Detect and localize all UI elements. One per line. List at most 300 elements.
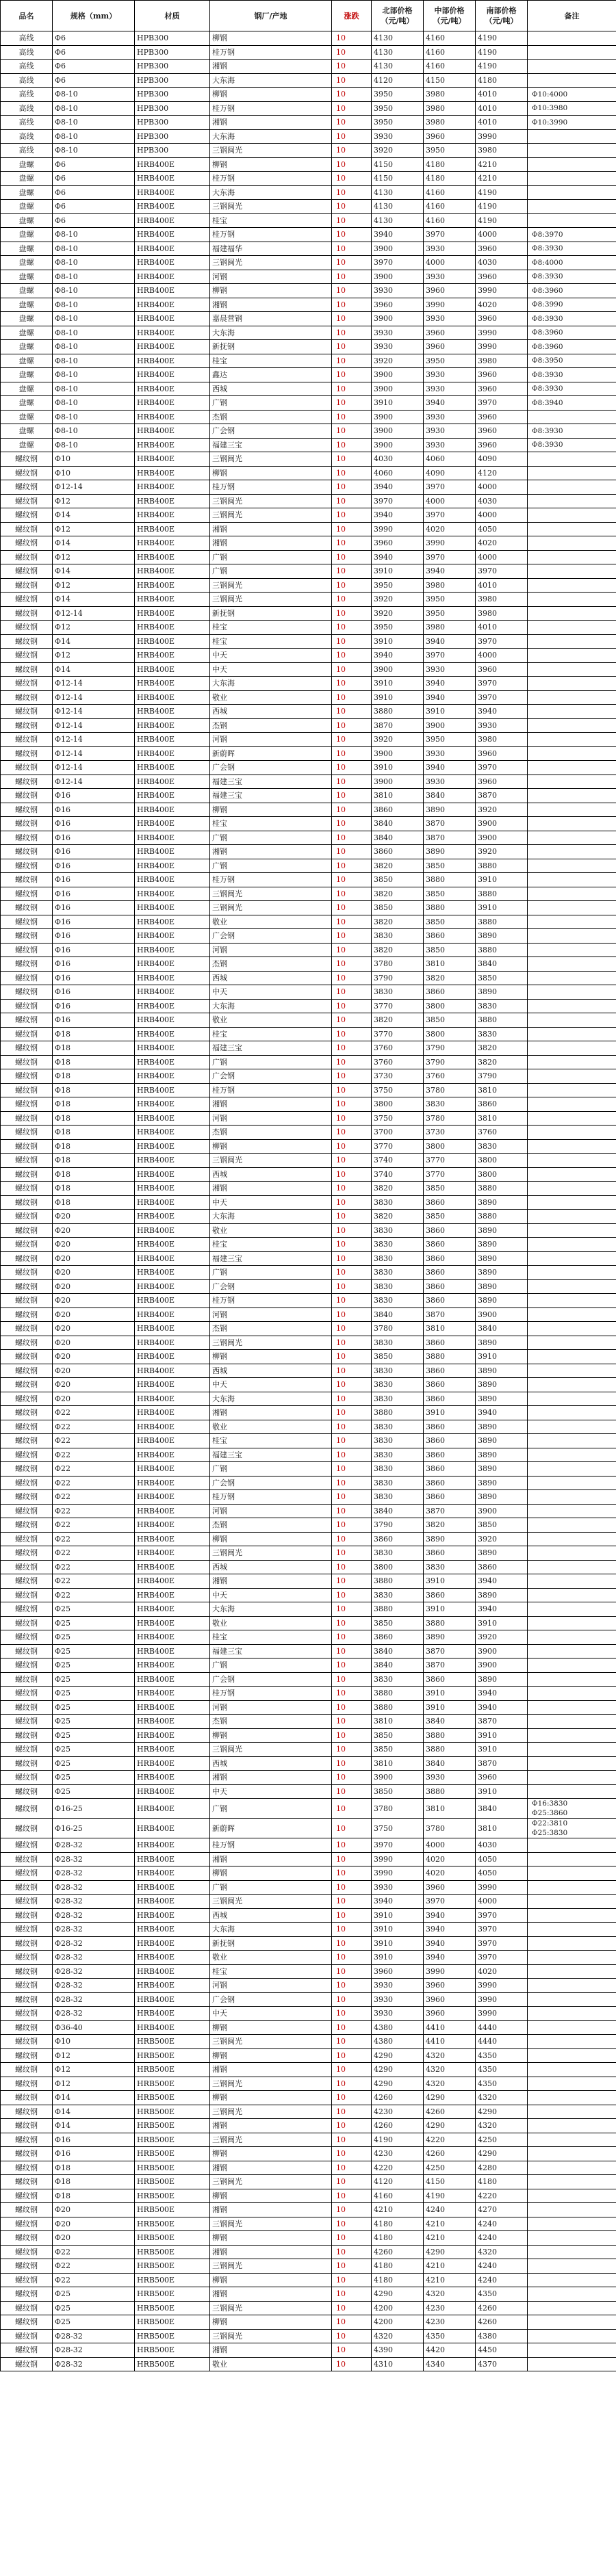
cell-central-price: 3940 <box>424 396 476 411</box>
cell-change: 10 <box>332 929 372 944</box>
table-row <box>1 859 616 873</box>
cell-central-price: 3970 <box>424 649 476 663</box>
cell-spec: Φ16 <box>53 985 135 1000</box>
cell-central-price: 3840 <box>424 1715 476 1729</box>
cell-north-price: 3830 <box>372 1378 424 1392</box>
cell-change: 10 <box>332 2189 372 2203</box>
cell-product: 螺纹钢 <box>1 593 53 607</box>
cell-change: 10 <box>332 1518 372 1533</box>
cell-south-price: 3810 <box>476 1083 528 1097</box>
cell-south-price: 3960 <box>476 662 528 677</box>
cell-south-price: 4320 <box>476 2119 528 2133</box>
cell-north-price: 3920 <box>372 144 424 158</box>
cell-material: HRB400E <box>135 1895 210 1909</box>
cell-central-price: 3860 <box>424 1336 476 1350</box>
cell-material: HRB500E <box>135 2161 210 2175</box>
cell-remark <box>528 1279 616 1294</box>
table-row <box>1 803 616 817</box>
cell-central-price: 3910 <box>424 705 476 719</box>
cell-product: 螺纹钢 <box>1 1279 53 1294</box>
cell-change: 10 <box>332 705 372 719</box>
cell-remark <box>528 733 616 747</box>
cell-mill: 西城 <box>210 1908 332 1923</box>
cell-south-price: 3890 <box>476 1238 528 1252</box>
cell-material: HRB400E <box>135 1574 210 1589</box>
cell-north-price: 3950 <box>372 621 424 635</box>
cell-mill: 湘钢 <box>210 298 332 312</box>
table-row <box>1 1294 616 1308</box>
cell-spec: Φ20 <box>53 1210 135 1224</box>
table-row <box>1 1490 616 1505</box>
cell-mill: 柳钢 <box>210 284 332 298</box>
cell-mill: 西城 <box>210 1167 332 1182</box>
cell-mill: 河钢 <box>210 943 332 957</box>
cell-product: 螺纹钢 <box>1 1238 53 1252</box>
cell-remark <box>528 1266 616 1280</box>
cell-south-price: 3890 <box>476 1588 528 1602</box>
cell-change: 10 <box>332 1195 372 1210</box>
cell-change: 10 <box>332 2231 372 2246</box>
cell-north-price: 3830 <box>372 1294 424 1308</box>
table-row <box>1 1097 616 1112</box>
cell-central-price: 4320 <box>424 2063 476 2077</box>
cell-mill: 湘钢 <box>210 2203 332 2217</box>
cell-spec: Φ12 <box>53 2048 135 2063</box>
table-row <box>1 2203 616 2217</box>
cell-mill: 大东海 <box>210 999 332 1013</box>
cell-product: 螺纹钢 <box>1 733 53 747</box>
cell-change: 10 <box>332 859 372 873</box>
cell-change: 10 <box>332 1574 372 1589</box>
cell-central-price: 3860 <box>424 1420 476 1434</box>
cell-product: 螺纹钢 <box>1 1223 53 1238</box>
table-row <box>1 971 616 985</box>
cell-mill: 柳钢 <box>210 2020 332 2035</box>
cell-material: HRB400E <box>135 621 210 635</box>
cell-remark <box>528 2273 616 2287</box>
cell-spec: Φ16 <box>53 2147 135 2161</box>
cell-remark <box>528 2315 616 2330</box>
cell-south-price: 4030 <box>476 256 528 270</box>
cell-product: 螺纹钢 <box>1 761 53 775</box>
cell-spec: Φ18 <box>53 1139 135 1154</box>
table-row <box>1 2048 616 2063</box>
cell-north-price: 3730 <box>372 1069 424 1084</box>
cell-remark <box>528 677 616 691</box>
cell-mill: 河钢 <box>210 1979 332 1993</box>
cell-remark <box>528 1771 616 1785</box>
cell-north-price: 3910 <box>372 1951 424 1965</box>
cell-product: 螺纹钢 <box>1 2329 53 2343</box>
cell-change: 10 <box>332 1964 372 1979</box>
table-row <box>1 999 616 1013</box>
cell-material: HRB400E <box>135 690 210 705</box>
cell-south-price: 4320 <box>476 2091 528 2105</box>
cell-remark <box>528 634 616 649</box>
cell-remark <box>528 1964 616 1979</box>
cell-north-price: 4180 <box>372 2259 424 2274</box>
cell-material: HRB400E <box>135 466 210 480</box>
cell-product: 螺纹钢 <box>1 887 53 901</box>
cell-change: 10 <box>332 1895 372 1909</box>
cell-mill: 湘钢 <box>210 2063 332 2077</box>
cell-product: 螺纹钢 <box>1 662 53 677</box>
cell-mill: 柳钢 <box>210 2315 332 2330</box>
cell-remark <box>528 1546 616 1561</box>
cell-spec: Φ16 <box>53 915 135 929</box>
cell-product: 螺纹钢 <box>1 1518 53 1533</box>
cell-central-price: 3950 <box>424 144 476 158</box>
cell-south-price: 4180 <box>476 73 528 88</box>
cell-spec: Φ12 <box>53 550 135 564</box>
table-row <box>1 1687 616 1701</box>
cell-north-price: 3880 <box>372 1602 424 1617</box>
cell-central-price: 4210 <box>424 2217 476 2231</box>
cell-south-price: 3890 <box>476 1462 528 1476</box>
cell-spec: Φ25 <box>53 1700 135 1715</box>
cell-south-price: 3990 <box>476 326 528 340</box>
cell-material: HRB400E <box>135 1336 210 1350</box>
cell-central-price: 3980 <box>424 578 476 593</box>
cell-south-price: 3990 <box>476 1979 528 1993</box>
cell-north-price: 3840 <box>372 1504 424 1518</box>
table-row <box>1 410 616 424</box>
cell-central-price: 4160 <box>424 213 476 228</box>
cell-north-price: 3860 <box>372 1532 424 1546</box>
cell-spec: Φ28-32 <box>53 1866 135 1881</box>
cell-south-price: 3900 <box>476 817 528 831</box>
cell-mill: 新蔚晖 <box>210 746 332 761</box>
table-row <box>1 831 616 845</box>
cell-central-price: 3780 <box>424 1111 476 1126</box>
cell-central-price: 4160 <box>424 31 476 46</box>
cell-product: 螺纹钢 <box>1 999 53 1013</box>
cell-change: 10 <box>332 2048 372 2063</box>
cell-remark <box>528 1139 616 1154</box>
cell-mill: 三钢闽光 <box>210 1154 332 1168</box>
cell-change: 10 <box>332 2091 372 2105</box>
cell-central-price: 3930 <box>424 270 476 284</box>
cell-central-price: 3890 <box>424 803 476 817</box>
cell-south-price: 4030 <box>476 1838 528 1853</box>
cell-product: 螺纹钢 <box>1 915 53 929</box>
cell-change: 10 <box>332 60 372 74</box>
cell-south-price: 4020 <box>476 536 528 551</box>
cell-product: 螺纹钢 <box>1 1167 53 1182</box>
cell-material: HRB400E <box>135 536 210 551</box>
cell-central-price: 4410 <box>424 2035 476 2049</box>
cell-change: 10 <box>332 831 372 845</box>
cell-north-price: 3880 <box>372 1700 424 1715</box>
table-row <box>1 606 616 621</box>
cell-change: 10 <box>332 606 372 621</box>
cell-spec: Φ18 <box>53 2161 135 2175</box>
cell-product: 螺纹钢 <box>1 2245 53 2259</box>
cell-south-price: 4010 <box>476 578 528 593</box>
cell-spec: Φ22 <box>53 1476 135 1490</box>
cell-mill: 桂万钢 <box>210 1838 332 1853</box>
cell-mill: 桂万钢 <box>210 1083 332 1097</box>
cell-south-price: 3900 <box>476 1307 528 1322</box>
cell-remark: Φ8:3960 <box>528 326 616 340</box>
cell-south-price: 3970 <box>476 1923 528 1937</box>
cell-north-price: 3830 <box>372 1672 424 1687</box>
cell-mill: 新蔚晖 <box>210 1819 332 1838</box>
cell-product: 螺纹钢 <box>1 803 53 817</box>
cell-spec: Φ20 <box>53 1364 135 1378</box>
cell-change: 10 <box>332 634 372 649</box>
cell-mill: 三钢闽光 <box>210 2077 332 2091</box>
cell-spec: Φ22 <box>53 1462 135 1476</box>
cell-north-price: 4290 <box>372 2287 424 2302</box>
cell-remark <box>528 508 616 523</box>
cell-product: 盘螺 <box>1 270 53 284</box>
cell-change: 10 <box>332 2315 372 2330</box>
cell-south-price: 3920 <box>476 803 528 817</box>
cell-central-price: 3860 <box>424 1490 476 1505</box>
cell-material: HPB300 <box>135 144 210 158</box>
cell-spec: Φ22 <box>53 2259 135 2274</box>
table-row <box>1 1462 616 1476</box>
cell-south-price: 4030 <box>476 494 528 508</box>
cell-change: 10 <box>332 564 372 579</box>
cell-change: 10 <box>332 2119 372 2133</box>
table-row <box>1 677 616 691</box>
cell-mill: 广钢 <box>210 396 332 411</box>
cell-material: HRB400E <box>135 649 210 663</box>
cell-material: HRB400E <box>135 1434 210 1448</box>
cell-mill: 柳钢 <box>210 1350 332 1364</box>
cell-mill: 敬业 <box>210 1951 332 1965</box>
cell-central-price: 4350 <box>424 2329 476 2343</box>
cell-material: HRB400E <box>135 1294 210 1308</box>
cell-remark <box>528 1602 616 1617</box>
cell-spec: Φ8-10 <box>53 144 135 158</box>
cell-material: HRB400E <box>135 718 210 733</box>
cell-central-price: 3960 <box>424 2007 476 2021</box>
cell-mill: 福建三宝 <box>210 775 332 789</box>
cell-material: HRB400E <box>135 1964 210 1979</box>
cell-product: 盘螺 <box>1 396 53 411</box>
cell-change: 10 <box>332 1700 372 1715</box>
cell-south-price: 3870 <box>476 1756 528 1771</box>
cell-central-price: 3970 <box>424 1895 476 1909</box>
cell-change: 10 <box>332 1013 372 1028</box>
cell-change: 10 <box>332 1852 372 1866</box>
table-row <box>1 662 616 677</box>
cell-product: 螺纹钢 <box>1 1083 53 1097</box>
cell-product: 螺纹钢 <box>1 1336 53 1350</box>
cell-product: 螺纹钢 <box>1 775 53 789</box>
cell-material: HRB400E <box>135 1126 210 1140</box>
cell-product: 螺纹钢 <box>1 1448 53 1462</box>
cell-south-price: 3970 <box>476 1951 528 1965</box>
cell-south-price: 3970 <box>476 1936 528 1951</box>
cell-north-price: 3920 <box>372 354 424 368</box>
cell-south-price: 3990 <box>476 340 528 354</box>
cell-material: HRB400E <box>135 1167 210 1182</box>
cell-south-price: 3890 <box>476 1392 528 1406</box>
cell-material: HRB400E <box>135 1936 210 1951</box>
cell-product: 螺纹钢 <box>1 1378 53 1392</box>
cell-spec: Φ25 <box>53 2315 135 2330</box>
cell-spec: Φ12 <box>53 2077 135 2091</box>
cell-mill: 杰钢 <box>210 718 332 733</box>
table-row <box>1 746 616 761</box>
cell-south-price: 3900 <box>476 1504 528 1518</box>
cell-north-price: 3790 <box>372 1518 424 1533</box>
cell-product: 螺纹钢 <box>1 1908 53 1923</box>
table-body <box>1 31 616 2371</box>
cell-remark <box>528 1700 616 1715</box>
cell-spec: Φ22 <box>53 1532 135 1546</box>
cell-product: 盘螺 <box>1 424 53 439</box>
table-row <box>1 2231 616 2246</box>
cell-material: HRB500E <box>135 2217 210 2231</box>
cell-central-price: 4260 <box>424 2147 476 2161</box>
cell-product: 螺纹钢 <box>1 1630 53 1645</box>
cell-central-price: 3810 <box>424 1799 476 1819</box>
cell-material: HRB400E <box>135 1307 210 1322</box>
cell-product: 盘螺 <box>1 284 53 298</box>
cell-central-price: 3970 <box>424 480 476 495</box>
cell-north-price: 3990 <box>372 1852 424 1866</box>
cell-product: 高线 <box>1 101 53 116</box>
cell-north-price: 3800 <box>372 1097 424 1112</box>
cell-spec: Φ20 <box>53 1350 135 1364</box>
cell-north-price: 3900 <box>372 424 424 439</box>
cell-north-price: 3930 <box>372 129 424 144</box>
table-row <box>1 480 616 495</box>
cell-north-price: 3950 <box>372 116 424 130</box>
cell-mill: 广钢 <box>210 1055 332 1069</box>
cell-change: 10 <box>332 957 372 972</box>
cell-spec: Φ12-14 <box>53 746 135 761</box>
cell-spec: Φ14 <box>53 2091 135 2105</box>
cell-remark <box>528 1294 616 1308</box>
table-row <box>1 144 616 158</box>
cell-south-price: 3900 <box>476 1658 528 1673</box>
cell-south-price: 4270 <box>476 2203 528 2217</box>
cell-spec: Φ6 <box>53 31 135 46</box>
cell-south-price: 3810 <box>476 1819 528 1838</box>
cell-product: 螺纹钢 <box>1 1350 53 1364</box>
cell-north-price: 3850 <box>372 1743 424 1757</box>
cell-mill: 中天 <box>210 649 332 663</box>
cell-mill: 敬业 <box>210 1616 332 1630</box>
cell-product: 螺纹钢 <box>1 1392 53 1406</box>
table-row <box>1 2189 616 2203</box>
cell-remark <box>528 73 616 88</box>
cell-product: 螺纹钢 <box>1 1923 53 1937</box>
cell-central-price: 3850 <box>424 1013 476 1028</box>
table-row <box>1 943 616 957</box>
cell-change: 10 <box>332 901 372 915</box>
cell-remark <box>528 213 616 228</box>
cell-north-price: 3850 <box>372 1728 424 1743</box>
cell-product: 螺纹钢 <box>1 2357 53 2371</box>
table-row <box>1 1266 616 1280</box>
cell-spec: Φ22 <box>53 1434 135 1448</box>
cell-change: 10 <box>332 1126 372 1140</box>
cell-product: 螺纹钢 <box>1 1771 53 1785</box>
cell-product: 螺纹钢 <box>1 1838 53 1853</box>
cell-central-price: 3930 <box>424 410 476 424</box>
table-row <box>1 1838 616 1853</box>
cell-spec: Φ12-14 <box>53 606 135 621</box>
cell-mill: 桂宝 <box>210 817 332 831</box>
cell-spec: Φ6 <box>53 45 135 60</box>
cell-remark <box>528 2048 616 2063</box>
cell-material: HRB400E <box>135 901 210 915</box>
cell-change: 10 <box>332 1434 372 1448</box>
table-row <box>1 1964 616 1979</box>
cell-mill: 中天 <box>210 1195 332 1210</box>
cell-south-price: 3840 <box>476 1799 528 1819</box>
table-row <box>1 466 616 480</box>
cell-north-price: 3910 <box>372 1923 424 1937</box>
cell-remark: Φ16:3830 Φ25:3860 <box>528 1799 616 1819</box>
cell-central-price: 3910 <box>424 1687 476 1701</box>
cell-mill: 敬业 <box>210 1013 332 1028</box>
cell-change: 10 <box>332 1784 372 1799</box>
header-row <box>1 1 616 31</box>
table-row <box>1 1574 616 1589</box>
cell-mill: 湘钢 <box>210 1852 332 1866</box>
cell-mill: 河钢 <box>210 1307 332 1322</box>
cell-central-price: 3940 <box>424 1923 476 1937</box>
cell-remark <box>528 172 616 186</box>
cell-spec: Φ20 <box>53 1251 135 1266</box>
cell-central-price: 3880 <box>424 901 476 915</box>
cell-mill: 湘钢 <box>210 1574 332 1589</box>
cell-south-price: 3920 <box>476 1630 528 1645</box>
table-row <box>1 242 616 256</box>
cell-remark <box>528 1307 616 1322</box>
cell-spec: Φ8-10 <box>53 298 135 312</box>
table-row <box>1 1350 616 1364</box>
cell-south-price: 3890 <box>476 1336 528 1350</box>
cell-spec: Φ12-14 <box>53 761 135 775</box>
table-row <box>1 1251 616 1266</box>
cell-remark: Φ10:3990 <box>528 116 616 130</box>
cell-spec: Φ25 <box>53 1644 135 1658</box>
cell-spec: Φ25 <box>53 1658 135 1673</box>
cell-south-price: 4370 <box>476 2357 528 2371</box>
table-row <box>1 550 616 564</box>
cell-spec: Φ25 <box>53 1616 135 1630</box>
cell-spec: Φ36-40 <box>53 2020 135 2035</box>
cell-central-price: 3850 <box>424 1182 476 1196</box>
cell-mill: 柳钢 <box>210 88 332 102</box>
cell-remark <box>528 593 616 607</box>
cell-material: HRB400E <box>135 1951 210 1965</box>
cell-remark <box>528 761 616 775</box>
cell-material: HRB400E <box>135 2020 210 2035</box>
table-row <box>1 256 616 270</box>
cell-change: 10 <box>332 1490 372 1505</box>
cell-change: 10 <box>332 284 372 298</box>
cell-south-price: 3830 <box>476 1139 528 1154</box>
cell-central-price: 4210 <box>424 2273 476 2287</box>
cell-north-price: 3810 <box>372 1756 424 1771</box>
cell-south-price: 3970 <box>476 1908 528 1923</box>
cell-change: 10 <box>332 1097 372 1112</box>
cell-material: HRB500E <box>135 2063 210 2077</box>
table-row <box>1 88 616 102</box>
cell-spec: Φ8-10 <box>53 101 135 116</box>
cell-south-price: 3960 <box>476 746 528 761</box>
